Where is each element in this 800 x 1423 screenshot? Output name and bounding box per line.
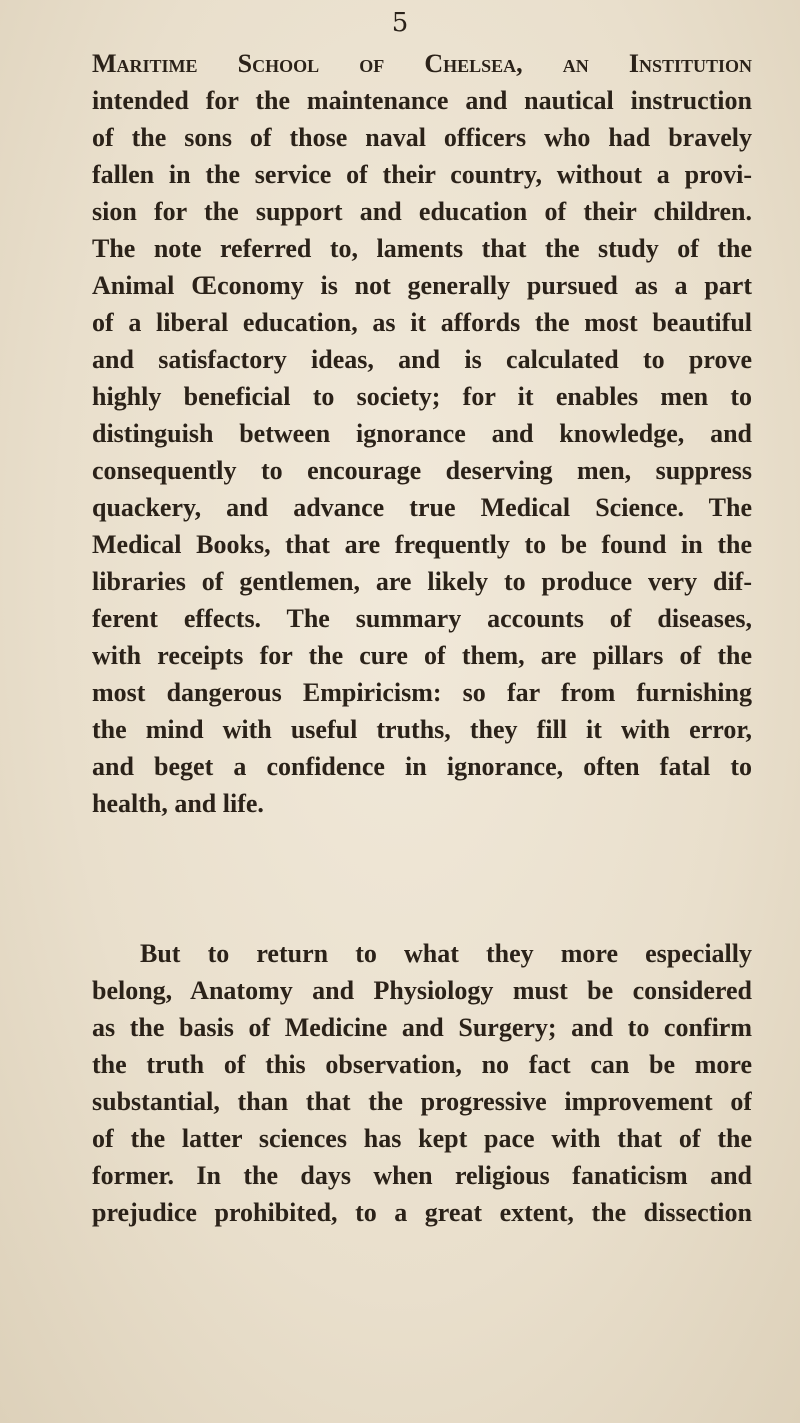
text-line: Maritime School of Chelsea, an Institution	[92, 49, 752, 78]
text-line: Medical Books, that are frequently to be found in the	[92, 530, 752, 559]
text-line: of the sons of those naval officers who had bravely	[92, 123, 752, 152]
text-line: the mind with useful truths, they fill it with error,	[92, 715, 752, 744]
text-line: the truth of this observation, no fact can be more	[92, 1050, 752, 1079]
text-line: The note referred to, laments that the study of the	[92, 234, 752, 263]
text-line: But to return to what they more especially	[140, 939, 752, 968]
text-line: and beget a confidence in ignorance, often fatal to	[92, 752, 752, 781]
text-line: of a liberal education, as it affords the most beautiful	[92, 308, 752, 337]
text-line: ferent effects. The summary accounts of diseases,	[92, 604, 752, 633]
text-line: and satisfactory ideas, and is calculated to prove	[92, 345, 752, 374]
paragraph-1	[92, 45, 752, 822]
text-line: Animal Œconomy is not generally pursued as a part	[92, 271, 752, 300]
page-number: 5	[391, 8, 409, 38]
text-line: highly beneficial to society; for it enables men to	[92, 382, 752, 411]
text-line: as the basis of Medicine and Surgery; and to confirm	[92, 1013, 752, 1042]
text-line: fallen in the service of their country, without a provi-	[92, 160, 752, 189]
text-line: sion for the support and education of their children.	[92, 197, 752, 226]
text-line: prejudice prohibited, to a great extent, the dissection	[92, 1198, 752, 1227]
text-line: health, and life.	[92, 789, 264, 818]
text-line: intended for the maintenance and nautical instruction	[92, 86, 752, 115]
text-line: with receipts for the cure of them, are pillars of the	[92, 641, 752, 670]
paragraph-2	[92, 935, 752, 1231]
text-line: most dangerous Empiricism: so far from furnishing	[92, 678, 752, 707]
text-line: distinguish between ignorance and knowledge, and	[92, 419, 752, 448]
text-line: former. In the days when religious fanaticism and	[92, 1161, 752, 1190]
text-line: quackery, and advance true Medical Science. The	[92, 493, 752, 522]
text-line: substantial, than that the progressive improvement of	[92, 1087, 752, 1116]
text-line: belong, Anatomy and Physiology must be considered	[92, 976, 752, 1005]
text-line: consequently to encourage deserving men, suppress	[92, 456, 752, 485]
text-line: libraries of gentlemen, are likely to produce very dif-	[92, 567, 752, 596]
text-line: of the latter sciences has kept pace with that of the	[92, 1124, 752, 1153]
